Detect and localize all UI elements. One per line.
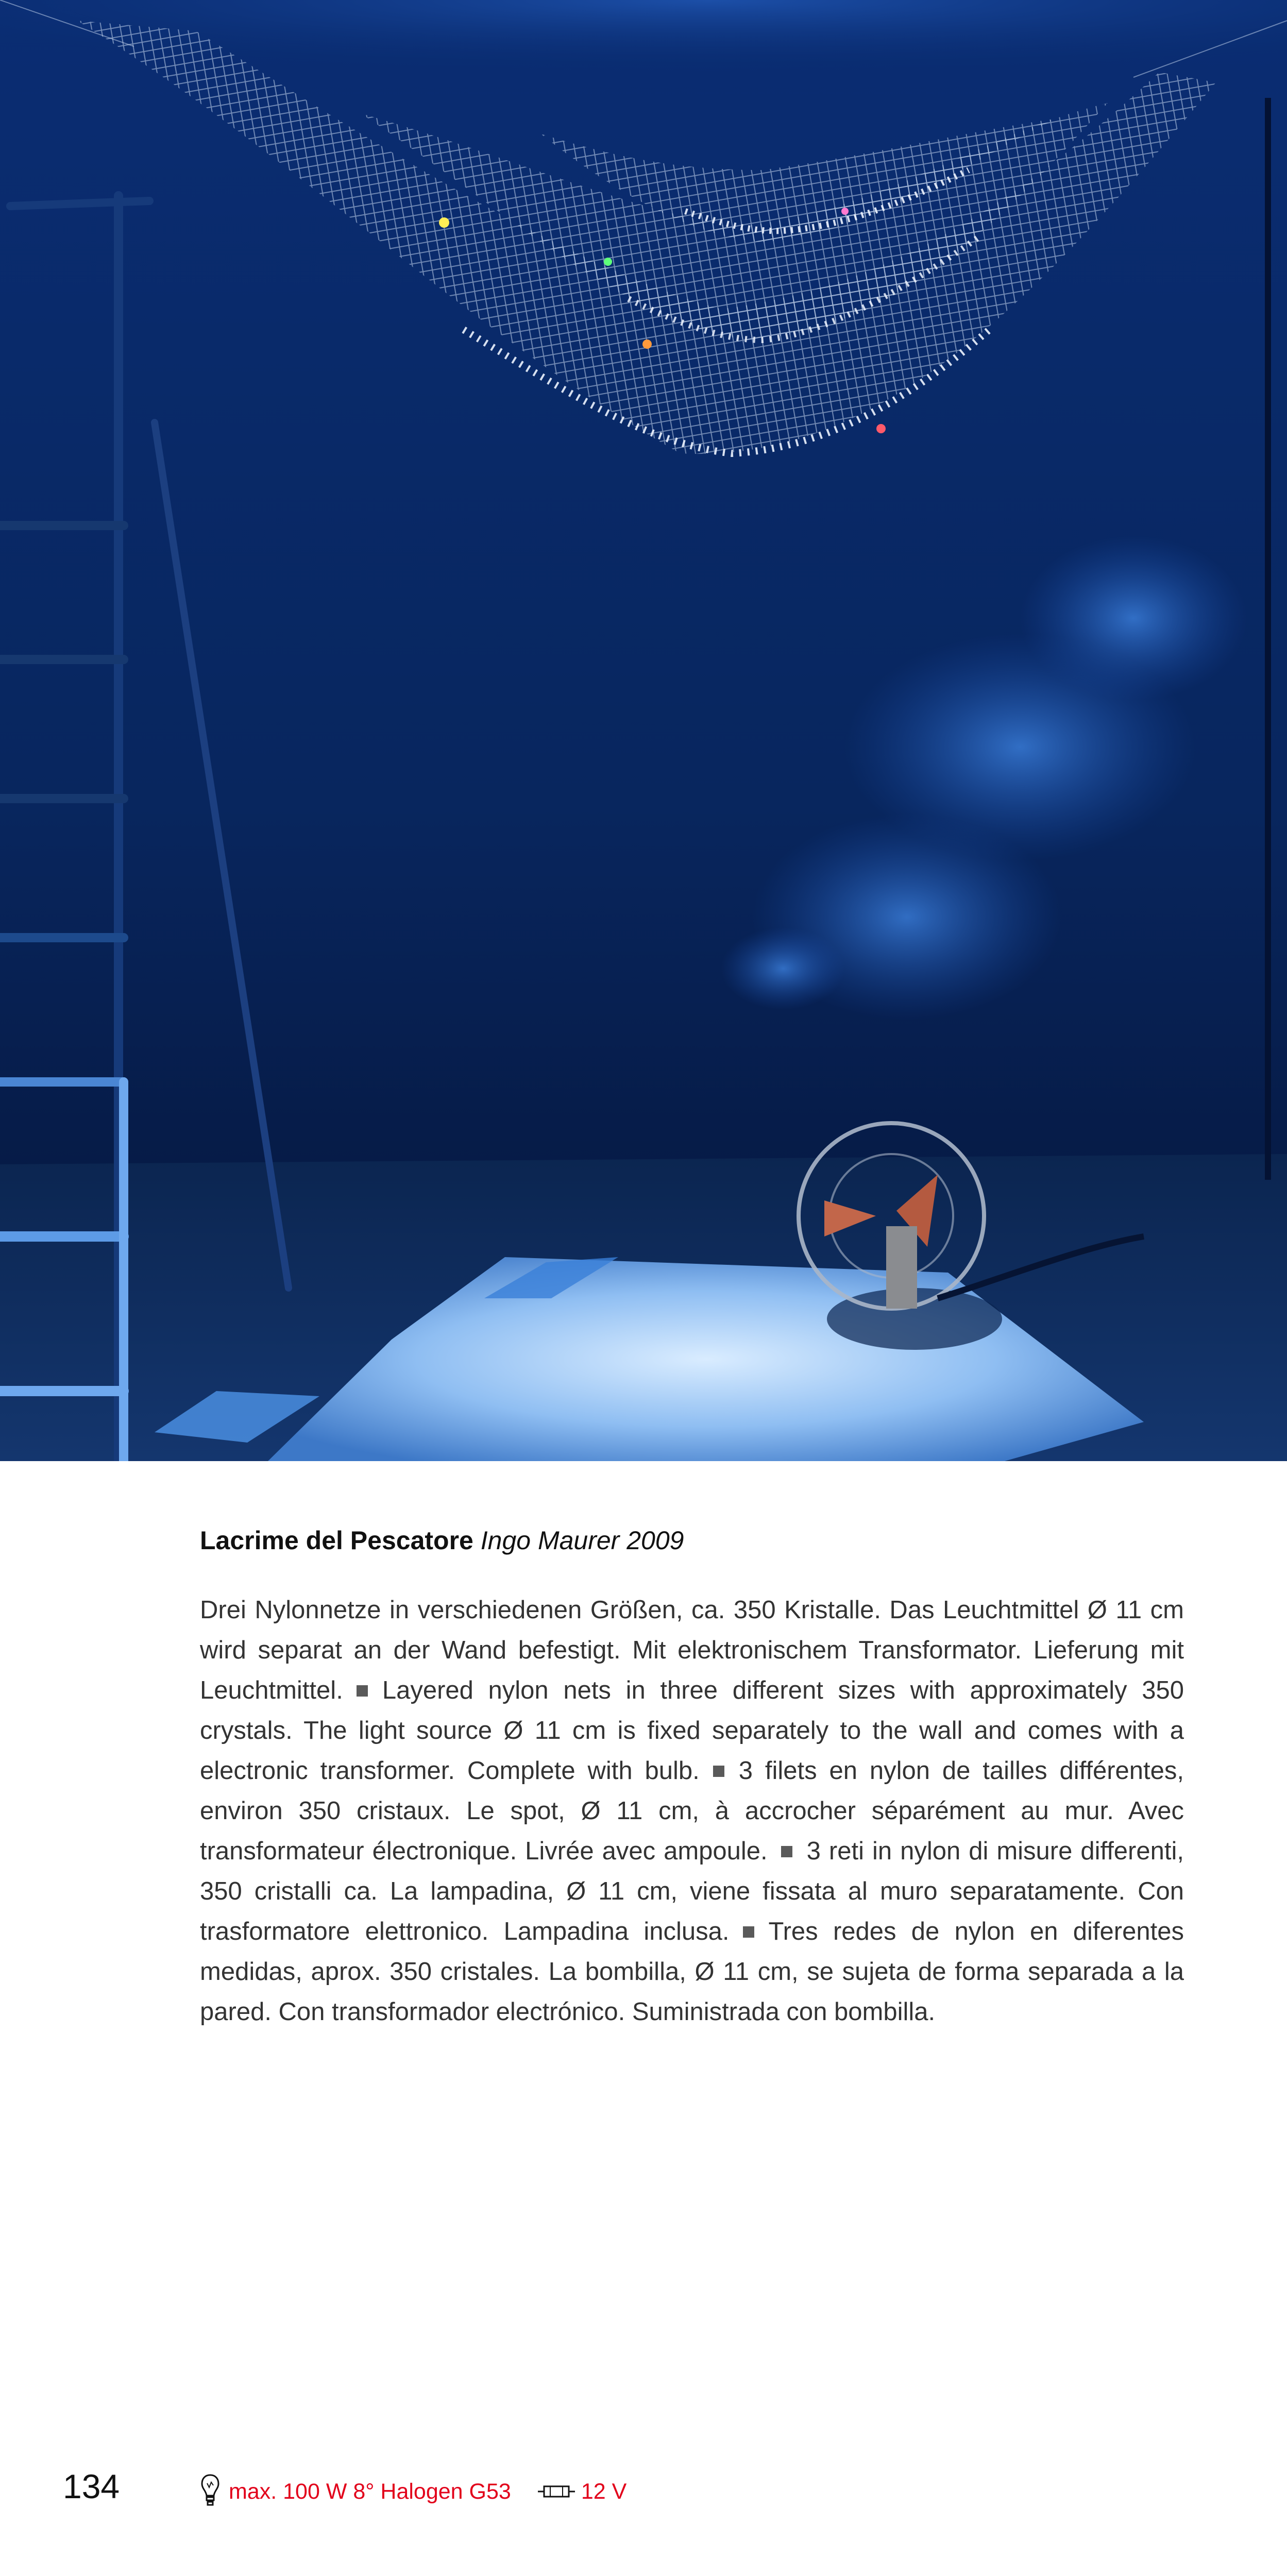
transformer-icon — [537, 2481, 576, 2502]
description-french: 3 filets en nylon de tailles différentes, environ 350 cristaux. Le spot, Ø 11 cm, à accrocher séparément au mur. Avec transformateur électronique. Livrée avec ampoule. — [200, 1757, 1184, 1865]
description-spanish: Tres redes de nylon en diferentes medidas, aprox. 350 cristales. La bombilla, Ø 11 cm, se sujeta de forma separada a la pared. Con transformador electrónico. Suministrada con bombilla. — [200, 1918, 1184, 2026]
designer-credit: Ingo Maurer 2009 — [480, 1526, 684, 1555]
bulb-spec-text: max. 100 W 8° Halogen G53 — [229, 2479, 511, 2504]
technical-specs — [200, 2473, 626, 2510]
page-number: 134 — [63, 2467, 120, 2505]
description-english: Layered nylon nets in three different sizes with approximately 350 crystals. The light source Ø 11 cm is fixed separately to the wall and comes with a electronic transformer. Complete with bulb. — [200, 1676, 1184, 1785]
lightbulb-icon — [200, 2473, 221, 2510]
separator-square-icon — [357, 1685, 368, 1697]
separator-square-icon — [781, 1846, 792, 1857]
description-italian: 3 reti in nylon di misure differenti, 350 cristalli ca. La lampadina, Ø 11 cm, viene fissata al muro separatamente. Con trasformatore elettronico. Lampadina inclusa. — [200, 1837, 1184, 1945]
description-german: Drei Nylonnetze in verschiedenen Größen, ca. 350 Kristalle. Das Leuchtmittel Ø 11 cm wird separat an der Wand befestigt. Mit elektronischem Transformator. Lieferung mit Leuchtmittel. — [200, 1596, 1184, 1704]
separator-square-icon — [713, 1766, 724, 1777]
product-name: Lacrime del Pescatore — [200, 1526, 473, 1555]
product-description — [200, 1590, 1184, 2032]
separator-square-icon — [743, 1926, 754, 1938]
product-heading — [200, 1525, 1179, 1556]
voltage-spec: 12 V — [581, 2479, 627, 2504]
